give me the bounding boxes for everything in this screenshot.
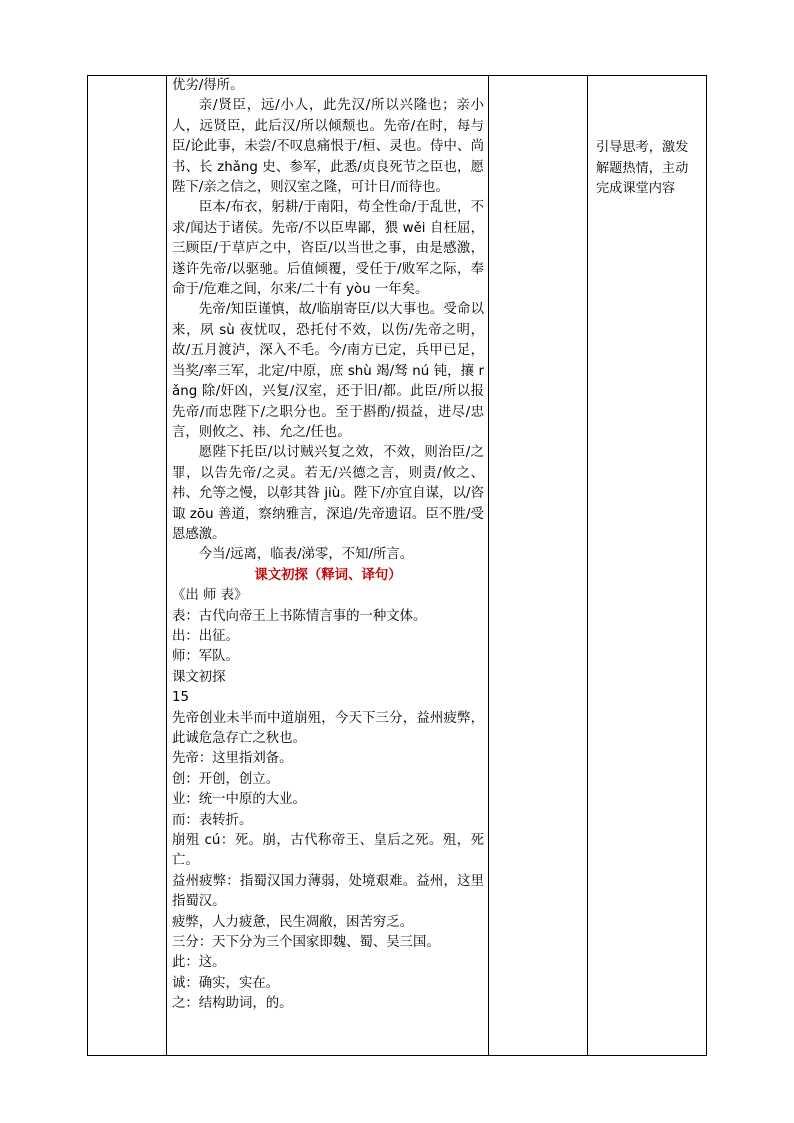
paragraph-3: 先帝/知臣谨慎，故/临崩寄臣/以大事也。受命以来，夙 sù 夜忧叹，恐托付不效，以伤/先帝之明，故/五月渡泸，深入不毛。今/南方已定，兵甲已足，当奖/率三军，北定/中原，庶 shù 竭/驽 nú 钝，攘 rǎng 除/奸凶，兴复/汉室，还于旧/都。此臣/所以报先帝/而忠陛下/之职分也。至于斟酌/损益，进尽/忠言，则攸之、祎、允之/任也。 <box>172 302 484 440</box>
note-line-12: 益州疲弊：指蜀汉国力薄弱，处境艰难。益州，这里指蜀汉。 <box>172 873 484 910</box>
paragraph-0: 优劣/得所。 <box>172 78 244 93</box>
note-line-17: 之：结构助词，的。 <box>172 996 293 1012</box>
note-line-2: 出：出征。 <box>172 628 239 644</box>
paragraph-4: 愿陛下托臣/以讨贼兴复之效，不效，则治臣/之罪，以告先帝/之灵。若无/兴德之言，则责/攸之、祎、允等之慢，以彰其咎 jiù。陛下/亦宜自谋，以/咨诹 zōu 善道，察纳雅言，深追/先帝遗诏。臣不胜/受恩感激。 <box>172 445 484 542</box>
note-line-13: 疲弊，人力疲惫，民生凋敝，困苦穷乏。 <box>172 914 414 930</box>
teaching-note: 引导思考，激发解题热情，主动完成课堂内容 <box>596 140 689 196</box>
note-line-8: 创：开创，创立。 <box>172 771 280 787</box>
blank-cell-middle <box>489 76 588 1056</box>
table-row <box>88 76 707 1056</box>
note-line-16: 诚：确实，实在。 <box>172 975 280 991</box>
note-line-10: 而：表转折。 <box>172 812 253 828</box>
note-line-14: 三分：天下分为三个国家即魏、蜀、吴三国。 <box>172 935 440 951</box>
note-line-0: 《出 师 表》 <box>172 588 248 604</box>
notes-cell <box>588 76 707 1056</box>
lesson-plan-table <box>87 75 707 1056</box>
note-line-15: 此：这。 <box>172 955 226 971</box>
text-content <box>167 76 488 1015</box>
section-title: 课文初探（释词、译句） <box>254 567 402 583</box>
note-line-4: 课文初探 <box>172 669 226 685</box>
note-line-9: 业：统一中原的大业。 <box>172 792 306 808</box>
note-line-6: 先帝创业未半而中道崩殂，今天下三分，益州疲弊，此诚危急存亡之秋也。 <box>172 710 484 746</box>
note-line-1: 表：古代向帝王上书陈情言事的一种文体。 <box>172 608 427 624</box>
text-cell <box>167 76 489 1056</box>
paragraph-5: 今当/远离，临表/涕零，不知/所言。 <box>198 547 414 563</box>
note-line-7: 先帝：这里指刘备。 <box>172 751 293 767</box>
note-line-3: 师：军队。 <box>172 649 239 665</box>
paragraph-1: 亲/贤臣，远/小人，此先汉/所以兴隆也；亲小人，远贤臣，此后汉/所以倾颓也。先帝/在时，每与臣/论此事，未尝/不叹息痛恨于/桓、灵也。侍中、尚书、长 zhǎng 史、参军，此悉/贞良死节之臣也，愿陛下/亲之信之，则汉室之隆，可计日/而待也。 <box>172 98 484 196</box>
note-line-5: 15 <box>172 690 190 706</box>
note-line-11: 崩殂 cú：死。崩，古代称帝王、皇后之死。殂，死亡。 <box>172 833 484 869</box>
blank-cell-left <box>88 76 167 1056</box>
paragraph-2: 臣本/布衣，躬耕/于南阳，苟全性命/于乱世，不求/闻达于诸侯。先帝/不以臣卑鄙，猥 wěi 自枉屈，三顾臣/于草庐之中，咨臣/以当世之事，由是感激，遂许先帝/以驱驰。后值倾覆，受任于/败军之际，奉命于/危难之间，尔来/二十有 yòu 一年矣。 <box>172 200 484 298</box>
